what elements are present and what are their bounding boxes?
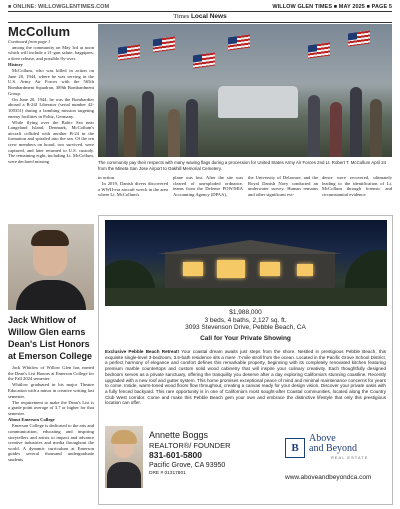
agent-name: Annette Boggs bbox=[149, 430, 209, 440]
article-body bbox=[8, 365, 94, 462]
ab-monogram-icon: B bbox=[285, 438, 305, 458]
section-title bbox=[0, 13, 400, 20]
paragraph: McCollum, who was killed in action on June 20, 1944, where he was serving in the U.S. Army Air Forces with the 565th Bombardment Squadron, 389th Bombardment Group. bbox=[8, 68, 94, 96]
subhead: About Emerson College bbox=[8, 417, 55, 423]
article-headline: McCollum bbox=[8, 24, 71, 39]
continued-note: Continued from page 1 bbox=[8, 39, 51, 44]
paragraph: The requirement to make the Dean's List is a grade point average of 3.7 or higher for that semester. bbox=[8, 399, 94, 416]
paragraph: While flying over the Baltic Sea near Langeland Island, Denmark, McCollum's aircraft collided with another B-24 in the formation and spiraled into the sea. Of the ten crew members on board, two survived, were captured, and later returned to U.S. custody. The remaining eight, including Lt. McCollum, were declared missing bbox=[8, 119, 94, 164]
article-body-col2 bbox=[98, 175, 168, 199]
listing-description bbox=[105, 349, 386, 406]
section-name: Local News bbox=[190, 13, 227, 20]
site-url[interactable]: ■ ONLINE: WILLOWGLENTIMES.COM bbox=[8, 4, 110, 10]
paragraph: in action. bbox=[98, 175, 116, 180]
brokerage-logo bbox=[285, 432, 385, 468]
agent-phone[interactable]: 831-601-5800 bbox=[149, 450, 202, 460]
listing-cta: Call for Your Private Showing bbox=[200, 334, 291, 342]
issue-info: WILLOW GLEN TIMES ■ MAY 2025 ■ PAGE 5 bbox=[272, 4, 392, 10]
article-body-col5: dence were recovered, ultimately leading to the identification of Lt. McCollum through forensic and circumstantial evidence. bbox=[322, 175, 392, 197]
agent-info bbox=[149, 430, 269, 477]
listing-price: $1,988,000 bbox=[229, 309, 262, 316]
listing-specs: 3 beds, 4 baths, 2,127 sq. ft. bbox=[204, 316, 287, 324]
section-prefix: Times bbox=[173, 13, 190, 20]
whitlow-article bbox=[8, 314, 94, 463]
brokerage-website[interactable]: www.aboveandbeyondca.com bbox=[285, 474, 372, 481]
real-estate-ad bbox=[98, 215, 393, 505]
listing-summary bbox=[99, 309, 392, 342]
paragraph: Whitlow graduated in his major Theatre Education with a minor in creative writing last semester. bbox=[8, 382, 94, 399]
procession-photo bbox=[98, 24, 392, 157]
description-lead: Exclusive Pebble Beach Retreat! bbox=[105, 349, 180, 354]
photo-caption: The community pay their respects with many waving flags during a procession for United States Army Air Forces 2nd Lt. Robert T. McCollum April 24 from the Mineta San Jose Airport to Oakhill Memorial Cemetery. bbox=[98, 160, 387, 171]
paragraph: Jack Whitlow of Willow Glen has earned the Dean's List Honors at Emerson College for the Fall 2024 semester. bbox=[8, 365, 94, 382]
description-body: Your coastal dream awaits just steps from the shore. Nestled in prestigious Pebble Beach, this exquisite single-level 3-bedroom, 3.5-bath residence sits a mere .7-mile stroll from the ocean. Located in the Pacific Grove School District, a perfect harmony of elegance and comfort defines this remarkable property, beginning with its completely renovated kitchen featuring premium marble countertops and custom solid wood cabinetry that will inspire your culinary creativity. Each thoughtfully designed bedroom serves as a private sanctuary, offering the tranquility you deserve after a day exploring California's stunning coastline. Recently upgraded with a new roof and gutter system. This home promises exceptional peace of mind and minimal maintenance concerns for years to come. Inside, warm-toned wood floors flow throughout, creating a canvas ready for your design vision. Discover your private oasis with a fully fenced backyard. This rare opportunity is in one of California's most sought-after Coastal communities, located along the Country Club West corridor. Come and make this Pebble Beach gem your own and embrace the distinctive lifestyle that only this prestigious location can offer. bbox=[105, 349, 386, 406]
agent-photo bbox=[105, 426, 143, 488]
listing-address: 3093 Stevenson Drive, Pebble Beach, CA bbox=[185, 324, 306, 331]
subhead: History bbox=[8, 61, 23, 67]
article-headline: Jack Whitlow of Willow Glen earns Dean's List Honors at Emerson College bbox=[8, 315, 93, 361]
article-body-col4: the University of Delaware, and the Royal Danish Navy conducted an underwater survey. Human remains and other significant evi- bbox=[248, 175, 318, 197]
brand-tagline: REAL ESTATE bbox=[331, 455, 369, 460]
brand-line2: and Beyond bbox=[309, 443, 358, 454]
portrait-photo bbox=[8, 224, 94, 310]
article-body bbox=[8, 45, 94, 165]
paragraph: among the community on May 3rd at noon which will include a 21-gun salute, bagpipers, a dove release, and possible fly-over. bbox=[8, 44, 94, 61]
agent-license: DRE # 01317801 bbox=[149, 471, 186, 476]
paragraph: In 2019, Danish divers discovered a WWII-era aircraft wreck in the area where Lt. McCollum's bbox=[98, 181, 168, 198]
paragraph: Emerson College is dedicated to the arts and communication, educating and inspiring storytellers and artists to impact and advance creative industries and media throughout the world. A dynamic curriculum at Emerson guides several thousand undergraduate students bbox=[8, 423, 94, 462]
agent-title: REALTOR®/ FOUNDER bbox=[149, 441, 231, 450]
mccollum-article bbox=[8, 24, 94, 165]
brand-line1: Above bbox=[309, 433, 336, 444]
house-photo bbox=[105, 220, 387, 306]
agent-city: Pacific Grove, CA 93950 bbox=[149, 462, 226, 469]
paragraph: On June 20, 1944, he was the Bombardier aboard a B-24J Liberator (serial number 42-100351) during a bombing mission targeting enemy facilities in Politz, Germany. bbox=[8, 96, 94, 119]
article-body-col3: plane was lost. After the site was cleared of unexploded ordnance, teams from the Defense POW/MIA Accounting Agency (DPAA), bbox=[173, 175, 243, 197]
